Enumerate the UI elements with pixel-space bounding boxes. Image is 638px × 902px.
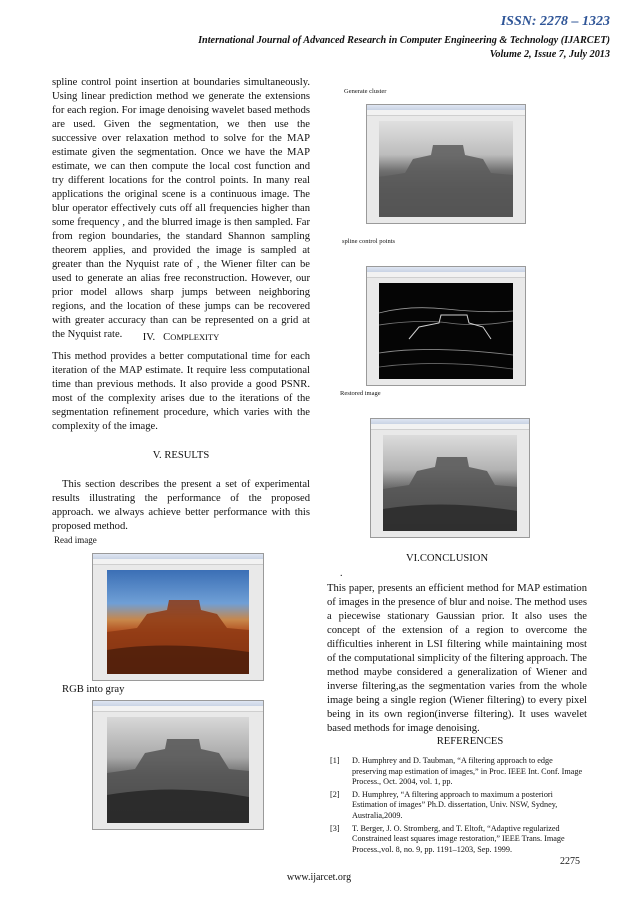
caption-rgb-gray: RGB into gray bbox=[62, 684, 125, 695]
left-para-3: This section describes the present a set of experimental results illustrating the performance of the proposed approach. we always achieve better performance with this proposed method. bbox=[52, 479, 310, 532]
color-photo bbox=[107, 570, 249, 674]
window-toolbar bbox=[93, 706, 263, 712]
section-iv-title-rest: OMPLEXITY bbox=[170, 332, 220, 342]
figure-spline-points bbox=[366, 266, 526, 386]
reference-item bbox=[330, 756, 586, 788]
reference-item bbox=[330, 790, 586, 822]
window-toolbar bbox=[371, 424, 529, 430]
reference-number: [1] bbox=[330, 756, 340, 765]
restored-mesa bbox=[383, 435, 517, 531]
left-para-2: This method provides a better computational time for each iteration of the MAP estimate. It require less computational time than previous methods. It also provide a good PSNR. most of the complexity arises due to the iterations of the segmentation refinement procedure, which varies with the complexity of the image. bbox=[52, 351, 310, 432]
page-number: 2275 bbox=[560, 856, 580, 867]
stray-dot: . bbox=[340, 568, 343, 579]
figure-generate-cluster bbox=[366, 104, 526, 224]
reference-item bbox=[330, 824, 586, 856]
reference-text: D. Humphrey, “A filtering approach to maximum a posteriori Estimation of images” Ph.D. dissertation, Univ. NSW, Sydney, Australia,2009. bbox=[352, 789, 558, 820]
section-iv-heading bbox=[52, 332, 310, 343]
conclusion-paragraph: This paper, presents an efficient method for MAP estimation of images in the presence of blur and noise. The method uses a piecewise stationary Gaussian prior. It also uses the concept of the extension of a region to overcome the difficulties inherent in LSI filtering while maintaining most of the computational simplicity of the filtering approach. The method maybe considered a generalization of Wiener and inverse filtering,as the segmentation varies from the whole image being a single region (Wiener filtering) to every pixel being in its own region(inverse filtering). It uses wavelet based methods for image denoising. bbox=[327, 583, 587, 734]
caption-spline-points: spline control points bbox=[342, 238, 396, 245]
section-vi-heading: VI.CONCLUSION bbox=[406, 553, 489, 564]
reference-text: T. Berger, J. O. Stromberg, and T. Eltoft, “Adaptive regularized Constrained least squares image restoration,” IEEE Trans. Image Process.,vol. 8, no. 9, pp. 1191–1203, Sep. 1999. bbox=[352, 823, 565, 854]
spline-edge-image bbox=[379, 283, 513, 379]
journal-name: International Journal of Advanced Research in Computer Engineering & Technology (IJARCET) bbox=[198, 35, 610, 46]
mesa-silhouette bbox=[107, 570, 249, 674]
journal-header bbox=[50, 34, 610, 62]
figure-read-image bbox=[92, 553, 264, 681]
figure-rgb-gray bbox=[92, 700, 264, 830]
left-para-1: spline control point insertion at boundaries simultaneously. Using linear prediction method we generate the extensions for each region. For image denoising wavelet based methods are used. Given the segmentation, we then use the successive over relaxation method to solve for the MAP estimate given the segmentation. Once we have the MAP estimate, we can then compute the local cost function and try different locations for the control points. In many real applications the original scene is a continuous image. The blur operator effectively cuts off all frequencies higher than some frequency , and the blurred image is then sampled. Far from region boundaries, the standard Shannon sampling theorem applies, and provided the image is sampled at greater than the Nyquist rate of , the Wiener filter can be used to generate an alias free reconstruction. However, our prior model allows sharp jumps between neighboring regions, and the location of these jumps can be recovered with greater accuracy than can be represented on a grid at the Nyquist rate. bbox=[52, 77, 310, 340]
reference-number: [2] bbox=[330, 789, 340, 799]
reference-number: [3] bbox=[330, 823, 340, 833]
window-toolbar bbox=[93, 559, 263, 565]
window-toolbar bbox=[367, 272, 525, 278]
caption-restored-image: Restored image bbox=[340, 390, 381, 397]
references-list bbox=[330, 756, 586, 855]
section-iv-title-initial: C bbox=[163, 332, 171, 343]
footer-url[interactable]: www.ijarcet.org bbox=[286, 872, 352, 883]
gray-mesa-silhouette bbox=[107, 717, 249, 823]
cluster-image bbox=[379, 121, 513, 217]
spline-edges bbox=[379, 283, 513, 379]
section-iv-number: IV. bbox=[142, 332, 156, 343]
caption-read-image: Read image bbox=[54, 535, 97, 545]
journal-volume: Volume 2, Issue 7, July 2013 bbox=[489, 49, 610, 60]
caption-generate-cluster: Generate cluster bbox=[344, 88, 387, 95]
reference-text: D. Humphrey and D. Taubman, “A filtering approach to edge preserving map estimation of images,” in Proc. IEEE Int. Conf. Image Process., Oct. 2004, vol. 1, pp. bbox=[352, 756, 583, 787]
cluster-mesa bbox=[379, 121, 513, 217]
references-heading: REFERENCES bbox=[436, 736, 504, 747]
issn: ISSN: 2278 – 1323 bbox=[500, 14, 610, 29]
section-v-heading: V. RESULTS bbox=[152, 450, 210, 461]
gray-photo bbox=[107, 717, 249, 823]
restored-photo bbox=[383, 435, 517, 531]
figure-restored-image bbox=[370, 418, 530, 538]
window-toolbar bbox=[367, 110, 525, 116]
